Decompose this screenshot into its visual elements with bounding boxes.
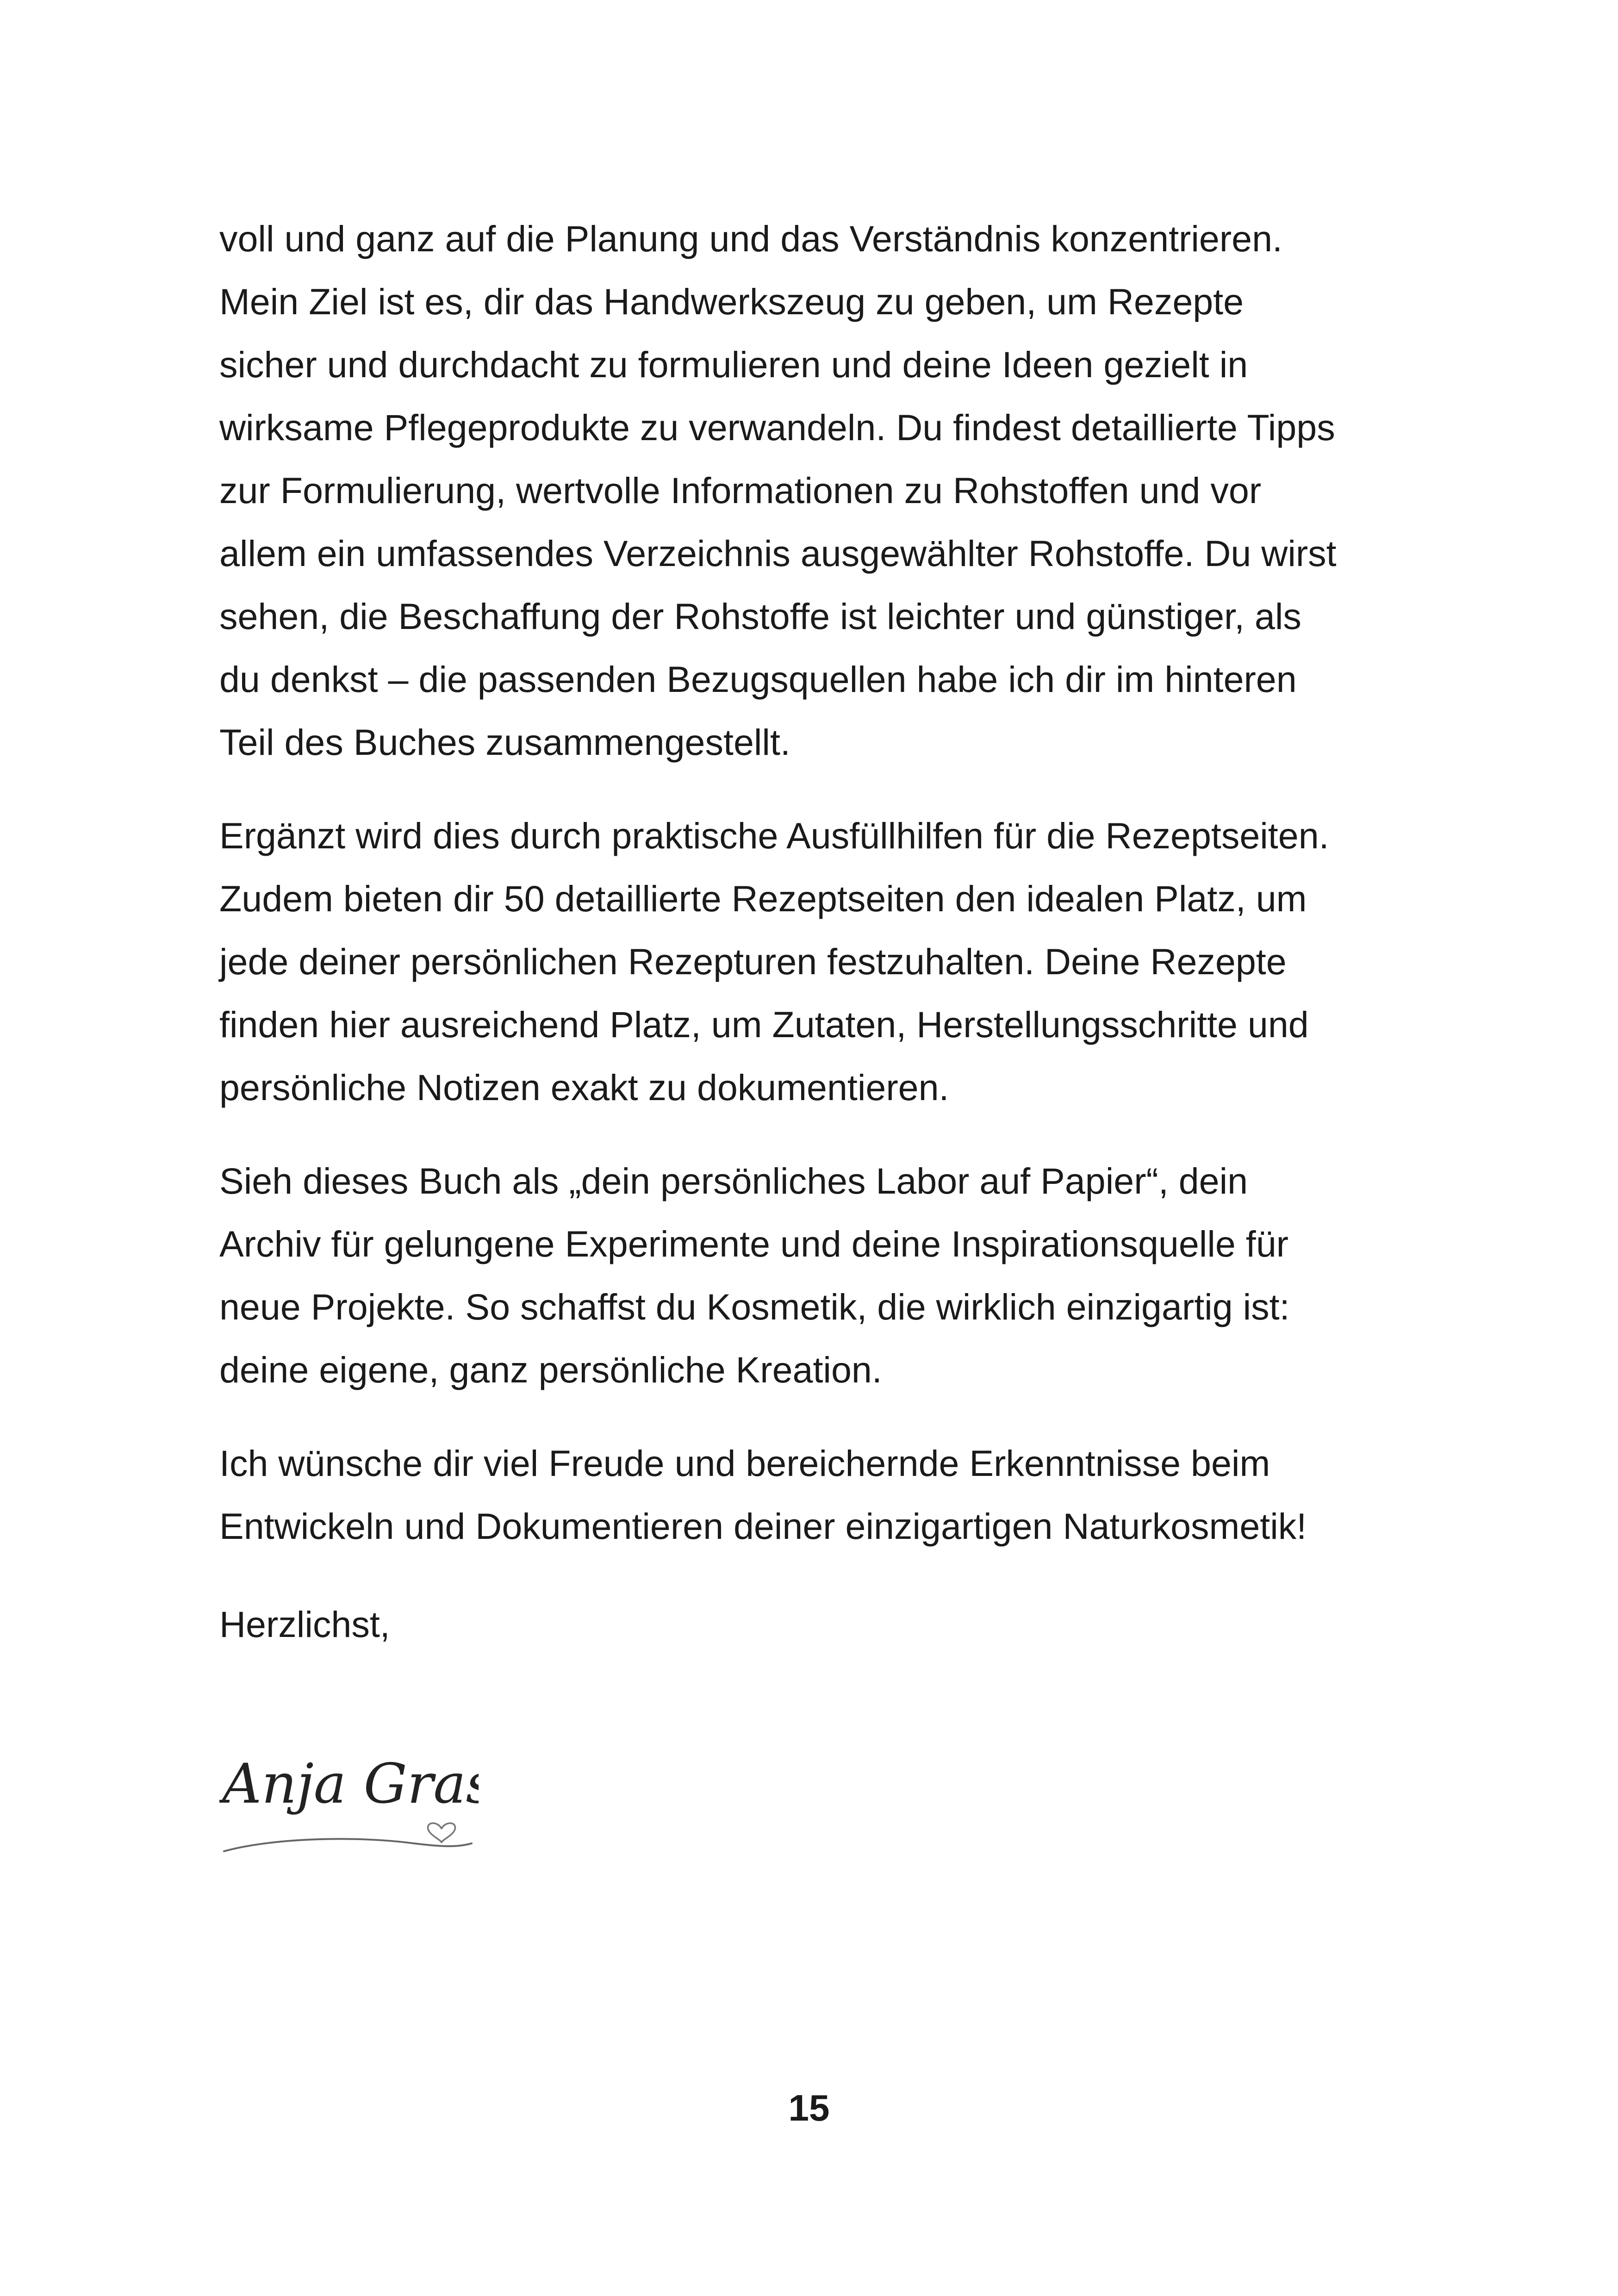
text-line: Entwickeln und Dokumentieren deiner einzigartigen Naturkosmetik! [219, 1506, 1307, 1547]
text-line: Mein Ziel ist es, dir das Handwerkszeug zu geben, um Rezepte [219, 281, 1244, 322]
text-line: Teil des Buches zusammengestellt. [219, 722, 790, 763]
signature-text: Anja Gras [222, 1752, 479, 1816]
paragraph-4 [219, 1432, 1432, 1558]
text-line: deine eigene, ganz persönliche Kreation. [219, 1349, 882, 1390]
text-line: voll und ganz auf die Planung und das Verständnis konzentrieren. [219, 218, 1282, 259]
text-line: zur Formulierung, wertvolle Informationen zu Rohstoffen und vor [219, 470, 1262, 511]
paragraph-2 [219, 804, 1432, 1119]
paragraph-1 [219, 207, 1432, 774]
text-line: persönliche Notizen exakt zu dokumentieren. [219, 1067, 949, 1108]
text-line: jede deiner persönlichen Rezepturen festzuhalten. Deine Rezepte [219, 941, 1287, 982]
text-line: finden hier ausreichend Platz, um Zutaten, Herstellungsschritte und [219, 1004, 1309, 1045]
page-number: 15 [788, 2087, 830, 2128]
heart-flourish-icon [428, 1823, 455, 1842]
text-line: allem ein umfassendes Verzeichnis ausgewählter Rohstoffe. Du wirst [219, 533, 1337, 574]
text-line: wirksame Pflegeprodukte zu verwandeln. Du findest detaillierte Tipps [219, 407, 1335, 448]
text-line: sicher und durchdacht zu formulieren und deine Ideen gezielt in [219, 344, 1248, 385]
text-line: Sieh dieses Buch als „dein persönliches Labor auf Papier“, dein [219, 1160, 1248, 1201]
text-line: Ich wünsche dir viel Freude und bereichernde Erkenntnisse beim [219, 1443, 1270, 1484]
text-line: neue Projekte. So schaffst du Kosmetik, die wirklich einzigartig ist: [219, 1286, 1290, 1327]
page-content [219, 207, 1432, 1656]
signature-underline [224, 1839, 472, 1851]
text-line: Zudem bieten dir 50 detaillierte Rezeptseiten den idealen Platz, um [219, 878, 1307, 919]
text-line: du denkst – die passenden Bezugsquellen habe ich dir im hinteren [219, 659, 1297, 700]
text-line: sehen, die Beschaffung der Rohstoffe ist leichter und günstiger, als [219, 596, 1301, 637]
text-line: Ergänzt wird dies durch praktische Ausfüllhilfen für die Rezeptseiten. [219, 815, 1329, 856]
text-line: Archiv für gelungene Experimente und deine Inspirationsquelle für [219, 1223, 1288, 1264]
paragraph-3 [219, 1150, 1432, 1401]
closing-salutation: Herzlichst, [219, 1604, 390, 1645]
signature [219, 1733, 479, 1872]
